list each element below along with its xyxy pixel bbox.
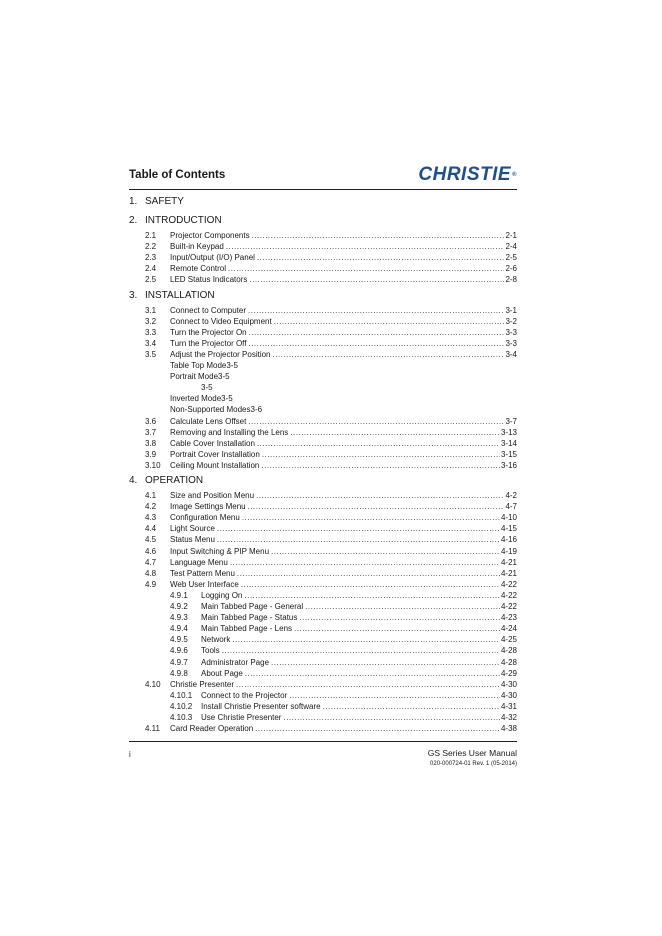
- section-title: Web User Interface: [170, 579, 239, 589]
- dot-leader: [228, 263, 504, 274]
- dot-leader: [241, 579, 500, 590]
- toc-subsection[interactable]: [0, 712, 662, 723]
- toc-subsection[interactable]: [0, 623, 662, 634]
- toc-section[interactable]: [0, 568, 662, 579]
- page-reference: 3-3: [505, 338, 517, 348]
- toc-subsection[interactable]: [0, 668, 662, 679]
- section-number: 2.1: [145, 231, 157, 240]
- dot-leader: [248, 416, 504, 427]
- section-title: Image Settings Menu: [170, 502, 246, 512]
- toc-section[interactable]: [0, 501, 662, 512]
- dot-leader: [232, 634, 500, 645]
- section-number: 2.3: [145, 253, 157, 263]
- section-number: 4.8: [145, 568, 157, 578]
- dot-leader: [255, 723, 500, 734]
- subsection-number: 4.9.8: [170, 668, 188, 678]
- chapter-number: 4.: [129, 475, 138, 486]
- page-reference: 2-1: [505, 231, 517, 240]
- section-title: Size and Position Menu: [170, 491, 255, 500]
- toc-subsection[interactable]: [0, 645, 662, 656]
- subsection-title: Install Christie Presenter software: [201, 701, 321, 711]
- page-reference: 4-22: [500, 590, 517, 600]
- section-number: 3.9: [145, 449, 157, 459]
- dot-leader: [242, 512, 500, 523]
- dot-leader: [248, 501, 505, 512]
- section-title: Test Pattern Menu: [170, 568, 235, 578]
- subsection-number: 4.10.3: [170, 713, 193, 722]
- subentry-text: Portrait Mode3-5: [170, 372, 230, 382]
- page-reference: 3-2: [505, 316, 517, 326]
- toc-subentry[interactable]: [0, 360, 662, 371]
- dot-leader: [274, 316, 505, 327]
- subentry-page: 3-5: [201, 383, 213, 393]
- dot-leader: [290, 427, 500, 438]
- subsection-title: Use Christie Presenter: [201, 713, 282, 722]
- section-title: Projector Components: [170, 231, 250, 240]
- page-reference: 4-22: [500, 602, 517, 611]
- section-title: Calculate Lens Offset: [170, 416, 247, 426]
- toc-subsection[interactable]: [0, 657, 662, 668]
- section-title: Ceiling Mount Installation: [170, 460, 260, 470]
- dot-leader: [273, 349, 505, 360]
- toc-subsection[interactable]: [0, 634, 662, 645]
- page-reference: 4-19: [500, 546, 517, 556]
- page-reference: 4-21: [500, 557, 517, 567]
- page-reference: 4-16: [500, 535, 517, 545]
- toc-section[interactable]: [0, 241, 662, 252]
- subentry-text: Non-Supported Modes3-6: [170, 405, 263, 415]
- page-reference: 4-31: [500, 701, 517, 711]
- dot-leader: [244, 590, 500, 601]
- page-reference: 2-8: [505, 275, 517, 285]
- chapter-title: SAFETY: [145, 196, 184, 207]
- page-reference: 4-32: [500, 713, 517, 722]
- dot-leader: [222, 645, 500, 656]
- subsection-number: 4.10.2: [170, 701, 193, 711]
- page-reference: 4-30: [500, 690, 517, 700]
- toc-section[interactable]: [0, 438, 662, 449]
- section-number: 3.7: [145, 427, 157, 437]
- toc-chapter[interactable]: [0, 196, 662, 210]
- section-number: 4.1: [145, 491, 157, 500]
- section-number: 2.4: [145, 264, 157, 274]
- logo-text: CHRISTIE: [418, 164, 512, 185]
- dot-leader: [294, 623, 500, 634]
- page-reference: 2-5: [505, 253, 517, 263]
- toc-subentry[interactable]: [0, 393, 662, 404]
- dot-leader: [256, 490, 504, 501]
- page-reference: 3-1: [505, 305, 517, 315]
- dot-leader: [257, 252, 505, 263]
- chapter-number: 3.: [129, 289, 138, 301]
- dot-leader: [305, 601, 500, 612]
- page-reference: 4-30: [500, 679, 517, 689]
- page-reference: 3-14: [500, 438, 517, 448]
- toc-chapter[interactable]: [0, 290, 662, 304]
- section-number: 4.10: [145, 679, 161, 689]
- dot-leader: [271, 546, 500, 557]
- page-header: [129, 164, 517, 190]
- toc-chapter[interactable]: [0, 215, 662, 229]
- chapter-title: INTRODUCTION: [145, 215, 222, 226]
- section-title: Connect to Video Equipment: [170, 316, 272, 326]
- dot-leader: [262, 449, 500, 460]
- subsection-title: Administrator Page: [201, 657, 270, 667]
- subsection-title: Tools: [201, 646, 220, 656]
- toc-section[interactable]: [0, 679, 662, 690]
- registered-mark: ®: [512, 172, 517, 178]
- section-title: Card Reader Operation: [170, 724, 254, 734]
- section-title: Removing and Installing the Lens: [170, 427, 289, 437]
- subentry-text: Table Top Mode3-5: [170, 361, 238, 370]
- section-number: 3.4: [145, 338, 157, 348]
- toc-section[interactable]: [0, 534, 662, 545]
- subsection-number: 4.9.7: [170, 657, 188, 667]
- page-reference: 4-28: [500, 646, 517, 656]
- section-title: Built-in Keypad: [170, 242, 224, 252]
- toc-subentry[interactable]: [0, 382, 662, 393]
- section-title: Cable Cover Installation: [170, 438, 255, 448]
- toc-subsection[interactable]: [0, 701, 662, 712]
- toc-section[interactable]: [0, 449, 662, 460]
- section-title: Christie Presenter: [170, 679, 235, 689]
- dot-leader: [248, 305, 504, 316]
- subsection-number: 4.10.1: [170, 690, 193, 700]
- page-reference: 3-7: [505, 416, 517, 426]
- toc-section[interactable]: [0, 557, 662, 568]
- section-number: 2.2: [145, 242, 157, 252]
- page-reference: 3-4: [505, 349, 517, 359]
- section-number: 4.7: [145, 557, 157, 567]
- toc-chapter[interactable]: [0, 475, 662, 489]
- toc-section[interactable]: [0, 349, 662, 360]
- section-number: 4.6: [145, 546, 157, 556]
- dot-leader: [299, 612, 500, 623]
- page-title: Table of Contents: [129, 169, 226, 181]
- dot-leader: [230, 557, 500, 568]
- page-reference: 4-10: [500, 513, 517, 523]
- dot-leader: [289, 690, 500, 701]
- toc-section[interactable]: [0, 546, 662, 557]
- toc-section[interactable]: [0, 416, 662, 427]
- chapter-number: 2.: [129, 215, 138, 226]
- subsection-title: About Page: [201, 668, 243, 678]
- toc-section[interactable]: [0, 327, 662, 338]
- page-reference: 3-16: [500, 460, 517, 470]
- section-number: 4.3: [145, 513, 157, 523]
- toc-subsection[interactable]: [0, 612, 662, 623]
- dot-leader: [217, 523, 500, 534]
- page-reference: 4-28: [500, 657, 517, 667]
- page-reference: 3-3: [505, 327, 517, 337]
- page-reference: 4-29: [500, 668, 517, 678]
- toc-subentry[interactable]: [0, 371, 662, 382]
- toc-subsection[interactable]: [0, 690, 662, 701]
- dot-leader: [323, 701, 500, 712]
- chapter-number: 1.: [129, 196, 138, 207]
- footer-document-number: 020-000724-01 Rev. 1 (05-2014): [430, 761, 517, 767]
- subsection-title: Logging On: [201, 590, 243, 600]
- section-title: Portrait Cover Installation: [170, 449, 260, 459]
- toc-section[interactable]: [0, 305, 662, 316]
- dot-leader: [237, 568, 500, 579]
- dot-leader: [236, 679, 500, 690]
- section-title: Adjust the Projector Position: [170, 349, 271, 359]
- subsection-title: Main Tabbed Page - Lens: [201, 624, 293, 634]
- dot-leader: [283, 712, 500, 723]
- page-reference: 3-15: [500, 449, 517, 459]
- toc-section[interactable]: [0, 274, 662, 285]
- toc-section[interactable]: [0, 316, 662, 327]
- section-title: Turn the Projector Off: [170, 338, 247, 348]
- section-number: 3.6: [145, 416, 157, 426]
- toc-subsection[interactable]: [0, 590, 662, 601]
- section-title: Input/Output (I/O) Panel: [170, 253, 255, 263]
- dot-leader: [249, 327, 505, 338]
- page-reference: 4-25: [500, 635, 517, 645]
- dot-leader: [261, 460, 500, 471]
- section-title: Configuration Menu: [170, 513, 240, 523]
- page-reference: 4-38: [500, 724, 517, 734]
- section-number: 2.5: [145, 275, 157, 285]
- toc-subsection[interactable]: [0, 601, 662, 612]
- page-reference: 2-6: [505, 264, 517, 274]
- subsection-title: Connect to the Projector: [201, 690, 288, 700]
- section-title: Language Menu: [170, 557, 228, 567]
- toc-section[interactable]: [0, 427, 662, 438]
- section-number: 3.2: [145, 316, 157, 326]
- page-reference: 4-2: [505, 491, 517, 500]
- page-footer: [129, 741, 517, 767]
- subsection-title: Main Tabbed Page - General: [201, 602, 304, 611]
- toc-section[interactable]: [0, 490, 662, 501]
- section-number: 3.3: [145, 327, 157, 337]
- section-title: Turn the Projector On: [170, 327, 247, 337]
- subsection-title: Main Tabbed Page - Status: [201, 613, 298, 623]
- page-reference: 4-21: [500, 568, 517, 578]
- dot-leader: [217, 534, 500, 545]
- subsection-number: 4.9.2: [170, 602, 188, 611]
- dot-leader: [245, 668, 500, 679]
- section-number: 3.5: [145, 349, 157, 359]
- section-number: 4.4: [145, 524, 157, 534]
- section-number: 4.2: [145, 502, 157, 512]
- section-number: 4.5: [145, 535, 157, 545]
- chapter-title: INSTALLATION: [145, 289, 215, 301]
- chapter-title: OPERATION: [145, 475, 204, 486]
- page-reference: 4-7: [505, 502, 517, 512]
- dot-leader: [249, 274, 504, 285]
- section-number: 3.10: [145, 460, 161, 470]
- section-number: 4.11: [145, 724, 160, 734]
- dot-leader: [226, 241, 505, 252]
- section-title: Remote Control: [170, 264, 227, 274]
- section-number: 3.8: [145, 438, 157, 448]
- section-title: LED Status Indicators: [170, 275, 248, 285]
- subsection-number: 4.9.5: [170, 635, 188, 645]
- footer-page-number: i: [129, 750, 131, 759]
- toc-section[interactable]: [0, 579, 662, 590]
- toc-subentry[interactable]: [0, 404, 662, 415]
- toc-section[interactable]: [0, 252, 662, 263]
- section-title: Input Switching & PIP Menu: [170, 546, 270, 556]
- subsection-title: Network: [201, 635, 231, 645]
- subsection-number: 4.9.3: [170, 613, 188, 623]
- toc-section[interactable]: [0, 230, 662, 241]
- christie-logo: [418, 165, 517, 185]
- subentry-text: Inverted Mode3-5: [170, 394, 233, 404]
- toc-section[interactable]: [0, 338, 662, 349]
- toc-section[interactable]: [0, 263, 662, 274]
- dot-leader: [248, 338, 504, 349]
- dot-leader: [271, 657, 500, 668]
- section-title: Status Menu: [170, 535, 215, 545]
- toc-section[interactable]: [0, 460, 662, 471]
- subsection-number: 4.9.6: [170, 646, 188, 656]
- section-title: Connect to Computer: [170, 305, 247, 315]
- dot-leader: [257, 438, 500, 449]
- subsection-number: 4.9.1: [170, 590, 188, 600]
- section-title: Light Source: [170, 524, 215, 534]
- section-number: 3.1: [145, 305, 157, 315]
- page-reference: 4-23: [500, 613, 517, 623]
- page-reference: 4-22: [500, 579, 517, 589]
- page-reference: 3-13: [500, 427, 517, 437]
- page-reference: 2-4: [505, 242, 517, 252]
- page-reference: 4-15: [500, 524, 517, 534]
- toc-section[interactable]: [0, 523, 662, 534]
- page-reference: 4-24: [500, 624, 517, 634]
- subsection-number: 4.9.4: [170, 624, 188, 634]
- toc-section[interactable]: [0, 723, 662, 734]
- footer-manual-title: GS Series User Manual: [427, 748, 517, 758]
- toc-section[interactable]: [0, 512, 662, 523]
- section-number: 4.9: [145, 579, 157, 589]
- dot-leader: [252, 230, 505, 241]
